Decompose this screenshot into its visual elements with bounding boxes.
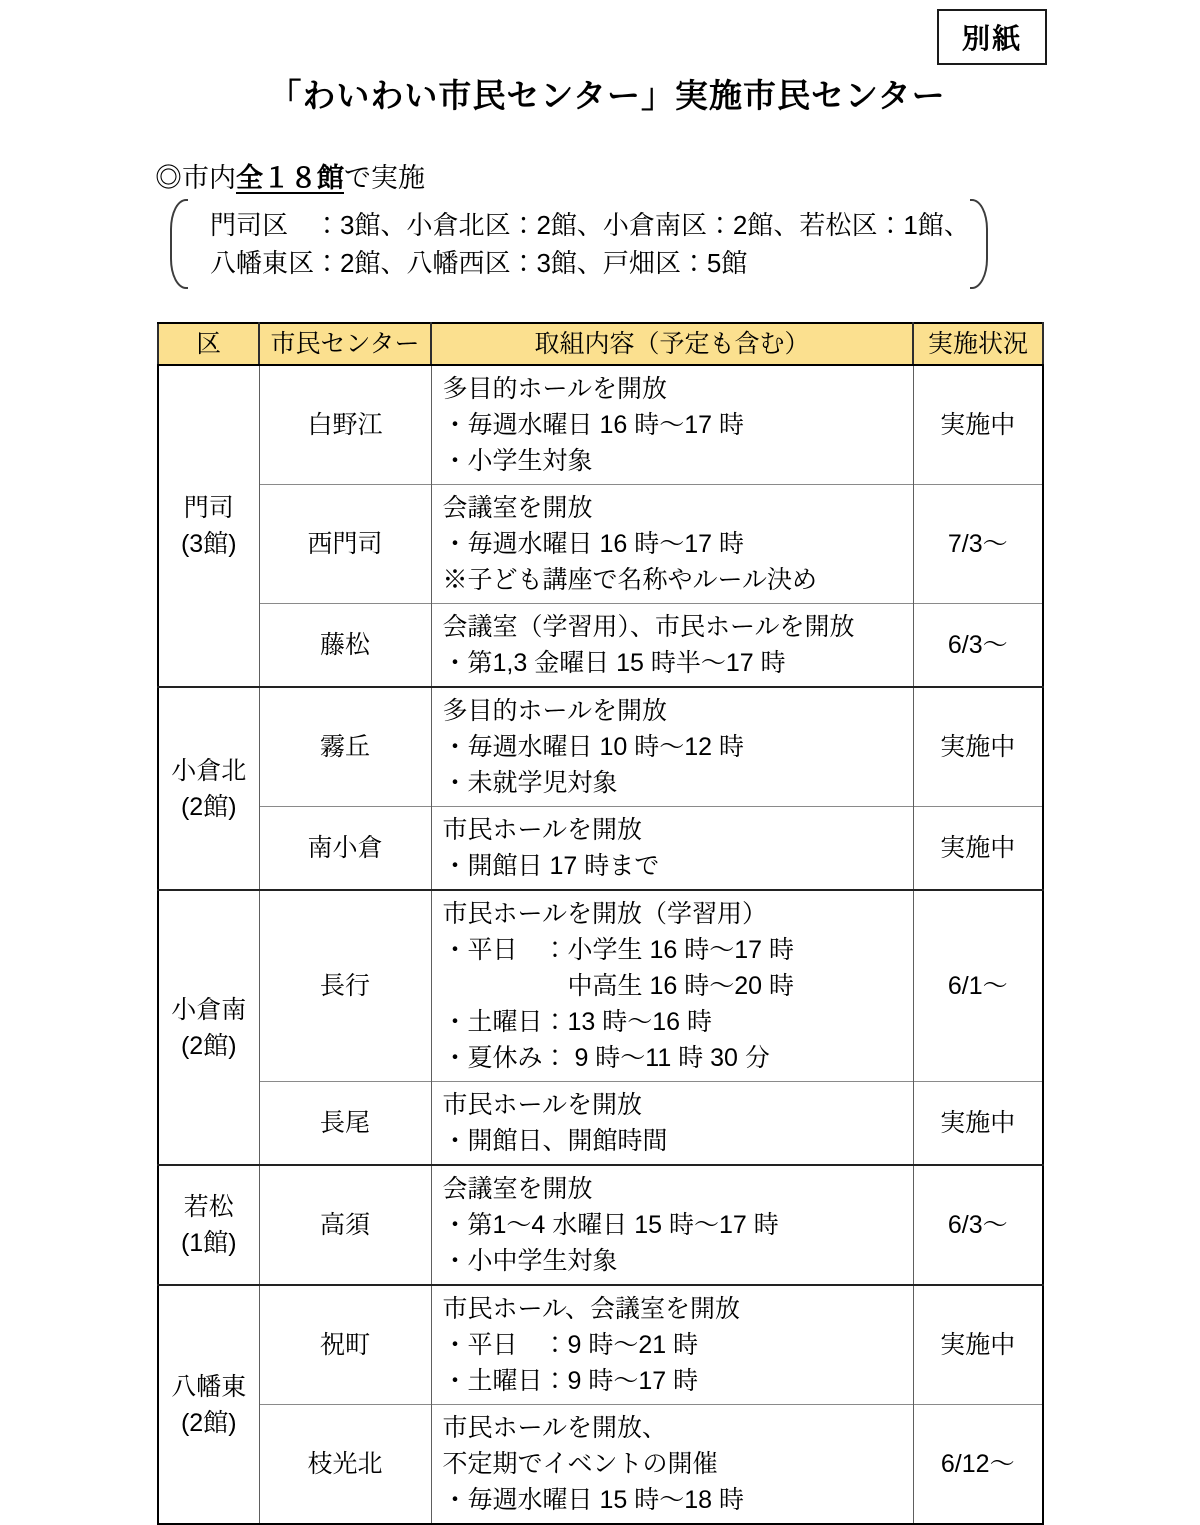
table-row xyxy=(158,807,1043,891)
right-parenthesis-shape xyxy=(970,199,988,289)
center-name-cell: 長尾 xyxy=(259,1082,431,1166)
district-cell xyxy=(158,890,259,1165)
center-name-cell: 藤松 xyxy=(259,604,431,688)
district-name: 小倉北 xyxy=(171,756,247,785)
district-name: 八幡東 xyxy=(171,1372,247,1401)
page-title: 「わいわい市民センター」実施市民センター xyxy=(268,77,946,114)
detail-line: 不定期でイベントの開催 xyxy=(442,1450,718,1478)
status-cell: 実施中 xyxy=(913,1285,1043,1405)
details-cell xyxy=(431,1405,913,1525)
district-name: 門司 xyxy=(183,494,234,522)
details-cell xyxy=(431,485,913,604)
detail-line: 会議室を開放 xyxy=(442,1175,593,1203)
detail-line: ・開館日 17 時まで xyxy=(442,852,660,880)
detail-line: 市民ホール、会議室を開放 xyxy=(442,1295,741,1323)
status-cell: 6/12～ xyxy=(913,1405,1043,1525)
citizen-center-table xyxy=(157,322,1044,1525)
center-name-cell: 西門司 xyxy=(259,485,431,604)
status-cell: 実施中 xyxy=(913,687,1043,807)
details-cell xyxy=(431,365,913,485)
center-name-cell: 南小倉 xyxy=(259,807,431,891)
attachment-tag-box xyxy=(937,9,1047,65)
detail-line: ・第1～4 水曜日 15 時～17 時 xyxy=(442,1211,779,1239)
detail-line: ・土曜日：13 時～16 時 xyxy=(442,1008,713,1036)
district-cell xyxy=(158,1285,259,1524)
detail-line: ・小学生対象 xyxy=(442,447,593,475)
left-parenthesis-shape xyxy=(170,199,188,289)
center-name-cell: 枝光北 xyxy=(259,1405,431,1525)
district-summary-block xyxy=(170,199,982,289)
center-name-cell: 高須 xyxy=(259,1165,431,1285)
note-emphasis: 全１８館 xyxy=(236,163,344,193)
detail-line: ・未就学児対象 xyxy=(442,769,618,797)
detail-line: ・毎週水曜日 15 時～18 時 xyxy=(442,1486,744,1514)
center-name-cell: 祝町 xyxy=(259,1285,431,1405)
table-row xyxy=(158,1405,1043,1525)
detail-line: 市民ホールを開放 xyxy=(442,816,643,844)
details-cell xyxy=(431,687,913,807)
details-cell xyxy=(431,1285,913,1405)
column-header-status: 実施状況 xyxy=(913,323,1043,365)
detail-line: ・毎週水曜日 16 時～17 時 xyxy=(442,411,744,439)
district-count: (1館) xyxy=(180,1229,237,1257)
status-cell: 6/3～ xyxy=(913,604,1043,688)
table-row xyxy=(158,1165,1043,1285)
note-suffix: で実施 xyxy=(344,163,425,193)
center-name-cell: 霧丘 xyxy=(259,687,431,807)
detail-line: 多目的ホールを開放 xyxy=(442,697,668,725)
details-cell xyxy=(431,1082,913,1166)
detail-line: ・第1,3 金曜日 15 時半～17 時 xyxy=(442,649,786,677)
detail-line: 多目的ホールを開放 xyxy=(442,375,668,403)
details-cell xyxy=(431,1165,913,1285)
table-header-row xyxy=(158,323,1043,365)
district-cell xyxy=(158,1165,259,1285)
table-row xyxy=(158,485,1043,604)
center-name-cell: 白野江 xyxy=(259,365,431,485)
details-cell xyxy=(431,890,913,1082)
detail-line: ・平日 ：小学生 16 時～17 時 xyxy=(442,936,794,964)
detail-line: 市民ホールを開放（学習用） xyxy=(442,900,768,928)
status-cell: 実施中 xyxy=(913,365,1043,485)
status-cell: 6/1～ xyxy=(913,890,1043,1082)
table-row xyxy=(158,365,1043,485)
detail-line: 市民ホールを開放 xyxy=(442,1091,643,1119)
district-count: (2館) xyxy=(180,792,237,821)
district-count: (3館) xyxy=(180,530,237,558)
details-cell xyxy=(431,807,913,891)
column-header-details: 取組内容（予定も含む） xyxy=(431,323,913,365)
district-count: (2館) xyxy=(180,1031,237,1060)
detail-line: ・小中学生対象 xyxy=(442,1247,618,1275)
district-summary-lines xyxy=(188,199,970,289)
detail-line: ・開館日、開館時間 xyxy=(442,1127,668,1155)
district-summary-line: 八幡東区：2館、八幡西区：3館、戸畑区：5館 xyxy=(210,248,748,278)
status-cell: 実施中 xyxy=(913,807,1043,891)
table-row xyxy=(158,890,1043,1082)
status-cell: 7/3～ xyxy=(913,485,1043,604)
district-cell xyxy=(158,687,259,890)
attachment-tag-label: 別紙 xyxy=(961,23,1022,54)
column-header-district: 区 xyxy=(158,323,259,365)
detail-line: ・平日 ：9 時～21 時 xyxy=(442,1331,699,1359)
detail-line: 会議室（学習用）、市民ホールを開放 xyxy=(442,613,855,641)
table-row xyxy=(158,604,1043,688)
note-prefix: ◎市内 xyxy=(155,163,236,193)
table-row xyxy=(158,687,1043,807)
table-row xyxy=(158,1082,1043,1166)
table-row xyxy=(158,1285,1043,1405)
detail-line: ・毎週水曜日 10 時～12 時 xyxy=(442,733,744,761)
detail-line: ・土曜日：9 時～17 時 xyxy=(442,1367,699,1395)
detail-line: 市民ホールを開放、 xyxy=(442,1414,668,1442)
detail-line: ※子ども講座で名称やルール決め xyxy=(442,566,818,594)
district-summary-line: 門司区 ：3館、小倉北区：2館、小倉南区：2館、若松区：1館、 xyxy=(210,210,970,240)
center-name-cell: 長行 xyxy=(259,890,431,1082)
details-cell xyxy=(431,604,913,688)
implementation-note xyxy=(155,156,425,195)
status-cell: 6/3～ xyxy=(913,1165,1043,1285)
status-cell: 実施中 xyxy=(913,1082,1043,1166)
district-name: 若松 xyxy=(183,1193,234,1221)
district-count: (2館) xyxy=(180,1408,237,1437)
detail-line: ・夏休み： 9 時～11 時 30 分 xyxy=(442,1044,770,1072)
district-cell xyxy=(158,365,259,687)
detail-line: 中高生 16 時～20 時 xyxy=(442,972,794,1000)
column-header-center: 市民センター xyxy=(259,323,431,365)
detail-line: ・毎週水曜日 16 時～17 時 xyxy=(442,530,744,558)
district-name: 小倉南 xyxy=(171,995,247,1024)
detail-line: 会議室を開放 xyxy=(442,494,593,522)
